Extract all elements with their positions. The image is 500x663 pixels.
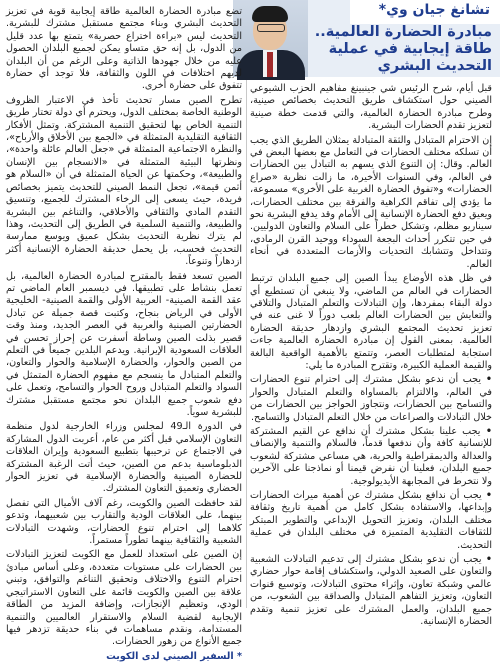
paragraph: لقد حافظت الصين والكويت، رغم آلاف الأميال التي تفصل بينهما، على العلاقات الودية والتقارب بين شعبيهما، وتدعو كلاهما إلى احترام تنوع الحضارات، وشهدت التبادلات الشعبية والثقافية بينهما تطوراً مستمراً. <box>6 497 242 547</box>
bullet-paragraph: • يجب علينا بشكل مشترك أن ندافع عن القيم المشتركة للإنسانية كافة وأن ندفعها قدماً، فالسلام والتنمية والإنصاف والعدالة والديمقراطية والحرية، هي مساعي مشتركة لشعوب جميع البلدان، فعلينا أن نفرض قيمنا أو نماذجنا على الآخرين ولا نتخرط في المجابهة الأيديولوجية. <box>250 426 492 488</box>
author-photo <box>233 0 308 77</box>
bullet-paragraph: • يجب أن ندعو بشكل مشترك إلى احترام تنوع الحضارات في العالم، والالتزام بالمساواة والتعلم المتبادل والحوار والتسامح بين الحضارات، ونتجاوز الحواجز بين الحضارات من خلال التبادلات والصراعات من خلال التعلم المتبادل والتسامح. <box>250 374 492 424</box>
author-tie <box>267 52 273 77</box>
author-hair <box>252 6 288 22</box>
article-header <box>233 0 500 77</box>
column-divider <box>246 80 247 608</box>
author-glasses <box>257 24 285 32</box>
paragraph: إن الصين على استعداد للعمل مع الكويت لتعزيز التبادلات بين الحضارات على مستويات متعددة، وعلى أساس مبادئ احترام التنوع والاختلاف وتحقيق التناغم والتوافق، وتبني علاقة بين الصين والكويت قائمة على التعاون الاستراتيجي الودي، وتعظيم الإنجازات، وإضافة المزيد من الطاقة الإيجابية لقضية السلام والاستقرار العالميين والتنمية المستدامة، ونقدم مساهمات في بناء حديقة تزدهر فيها جميع الأنواع من زهور الحضارات. <box>6 549 242 648</box>
paragraph: إن الاحترام المتبادل والثقة المتبادلة يمثلان الطريق الذي يجب أن تسلكه مختلف الحضارات في التعامل مع بعضها البعض في العالم. وقال: إن التنوع الذي يسهم به التبادل بين الحضارات في العالم، وفي السنوات الأخيرة، ما زالت نظرية «صراع الحضارات» و«تفوق الحضارة الغربية على الأخرى» مسموعة، ما يؤدي إلى تفاقم الكراهية والفرقة بين مختلف الحضارات، ويعيق دفع الحضارة الإنسانية إلى الأمام وقد يدفع البشرية نحو سيناريو مظلم، وتشكل خطراً على السلام والتعاون الدوليين. في حين تتكرر أحداث البجعة السوداء ووحيد القرن الرمادي، وتتداخل وتتشابك التحديات والأزمات المتعددة في أنحاء العالم. <box>250 134 492 270</box>
author-bar <box>350 0 500 24</box>
paragraph: في الدورة الـ49 لمجلس وزراء الخارجية لدول منظمة التعاون الإسلامي قبل أكثر من عام، أعربت الدول المشاركة في الاجتماع عن ترحيبها بتطبيع السعودية وإيران العلاقات الدبلوماسية بدعم من الصين، حيث أتت الرغبة المشتركة للحضارة الصينية والحضارة الإسلامية في تعزيز الحوار الحضاري وتعميق التعاون المشترك. <box>6 421 242 495</box>
author-name: تشانغ جيان وي* <box>378 2 490 18</box>
paragraph: تضع مبادرة الحضارة العالمية طاقة إيجابية قوية في تعزيز التحديث البشري وبناء مجتمع مستقبل مشترك للبشرية. التحديث ليس «براءة اختراع حصرية» يتمتع بها عدد قليل من الدول، بل إنه حق متساو يمكن لجميع البلدان الحصول عليه من خلال جهودها الذاتية وعلى الرغم من أن البلدان لديهم اختلافات في اللون والثقافة، فلا توجد أي حضارة تتفوق على حضارة أخرى. <box>6 6 242 92</box>
bullet-paragraph: • يجب أن ندعو بشكل مشترك إلى تدعيم التبادلات الشعبية والتعاون على الصعيد الدولي، واستكشاف إقامة حوار حضاري عالمي وشبكة تعاون، وإثراء محتوى التبادلات، وتوسيع قنوات التعاون، وتعزيز التفاهم المتبادل والصداقة بين الشعوب، من جميع البلدان، والعمل المشترك على تعزيز تنمية وتقدم الحضارة الإنسانية. <box>250 554 492 628</box>
article-column-right <box>250 83 492 628</box>
paragraph: تطرح الصين مسار تحديث تأخذ في الاعتبار الظروف الوطنية الخاصة بمختلف الدول، ويحترم أي دولة تختار طريق التنمية الخاص بها لتحقيق التنمية المشتركة. وتمثل الأفكار الثقافية التقليدية المتمثلة في «الجمع بين الأخلاق والأرباح»، والنظرة الاجتماعية المتمثلة في «جعل العالم عائلة واحدة»، ونظرتها البيئية المتمثلة في «الانسجام بين الإنسان والطبيعة»، وحكمتها عن الحياة المتمثلة في أن «السلام هو أثمن قيمة»، تجعل النمط الصيني للتحديث يتميز بخصائص فريدة، حيث يسعى إلى الرخاء المشترك للجميع، وتنسيق التقدم المادي والثقافي والأخلاقي، والتناغم بين البشرية والطبيعة، والتنمية السلمية في الطريق إلى التحديث، وهذا لم يترك نظرية التحديث بشكل عميق ويوسع ممارسة التحديث فحسب، بل يحمل حديقة الحضارة الإنسانية أكثر ازدهاراً وتنوعاً. <box>6 94 242 268</box>
bullet-paragraph: • يجب أن ندافع بشكل مشترك عن أهمية ميراث الحضارات وإبداعها، والاستفادة بشكل كامل من أهمية تاريخ وثقافة مختلف البلدان، وتعزيز التحويل الإبداعي والتطوير المبتكر للثقافات التقليدية المتميزة في مختلف البلدان في عملية التحديث. <box>250 490 492 552</box>
paragraph: الصين تسعد فقط بالمقترح لمبادرة الحضارة العالمية، بل تعمل بنشاط على تطبيقها. في ديسمبر العام الماضي تم عقد القمة الصينية- العربية الأولى والقمة الصينية- الخليجية الأولى في الرياض بنجاح، وكتبت قصة جميلة عن تبادل الحضارتين الصينية والعربية في العصر الجديد، ومنذ وقت قصير بذلت الصين وساطة أسفرت عن إحراز تحسن في العلاقات السعودية الإيرانية. ويدعم البلدين جميعاً في التعلم من الصين والحوار، والحضارة الإسلامية والحوار والتعاون، والتعلم المتبادل ما ينسجم مع مفهوم الحضارة المتمثل في السواد والتعلم المتبادل وروح الحوار والتسامح، وتعمل على دفع شعوب جميع البلدان نحو مجتمع مستقبل مشترك للبشرية سوياً. <box>6 270 242 418</box>
paragraph: في ظل هذه الأوضاع يبدأ الصين إلى جميع البلدان ترتبط الحضارات في العالم من الماضي، ولا ينبغي أن تستطيع أي دولة البقاء بمفردها، وإن التبادلات والتعلم المتبادل والتلاقي والتعايش بين الحضارات العالم بلعب دوراً لا غنى عنه في تعزيز تحديث المجتمع البشري وازدهار حديقة الحضارة العالمية. بمعنى القول إن مبادرة الحضارة العالمية جاءت استجابة لمتطلبات العصر، وتتمتع بالأهمية الواقعية البالغة والقيمة العملية الكبيرة، وتقترح المبادرة ما يلي: <box>250 273 492 371</box>
article-headline: مبادرة الحضارة العالمية.. طاقة إيجابية في عملية التحديث البشري <box>314 24 492 74</box>
article-column-left <box>6 6 242 662</box>
paragraph: قبل أيام، شرح الرئيس شي جينبينغ مفاهيم الحزب الشيوعي الصيني حول استكشاف طريق التحديث بخصائص صينية، وطرح مبادرة الحضارة العالمية، والتي قدمت خطة صينية لتعزيز تقدم الحضارات البشرية. <box>250 83 492 132</box>
author-signature: * السفير الصيني لدى الكويت <box>106 650 242 662</box>
